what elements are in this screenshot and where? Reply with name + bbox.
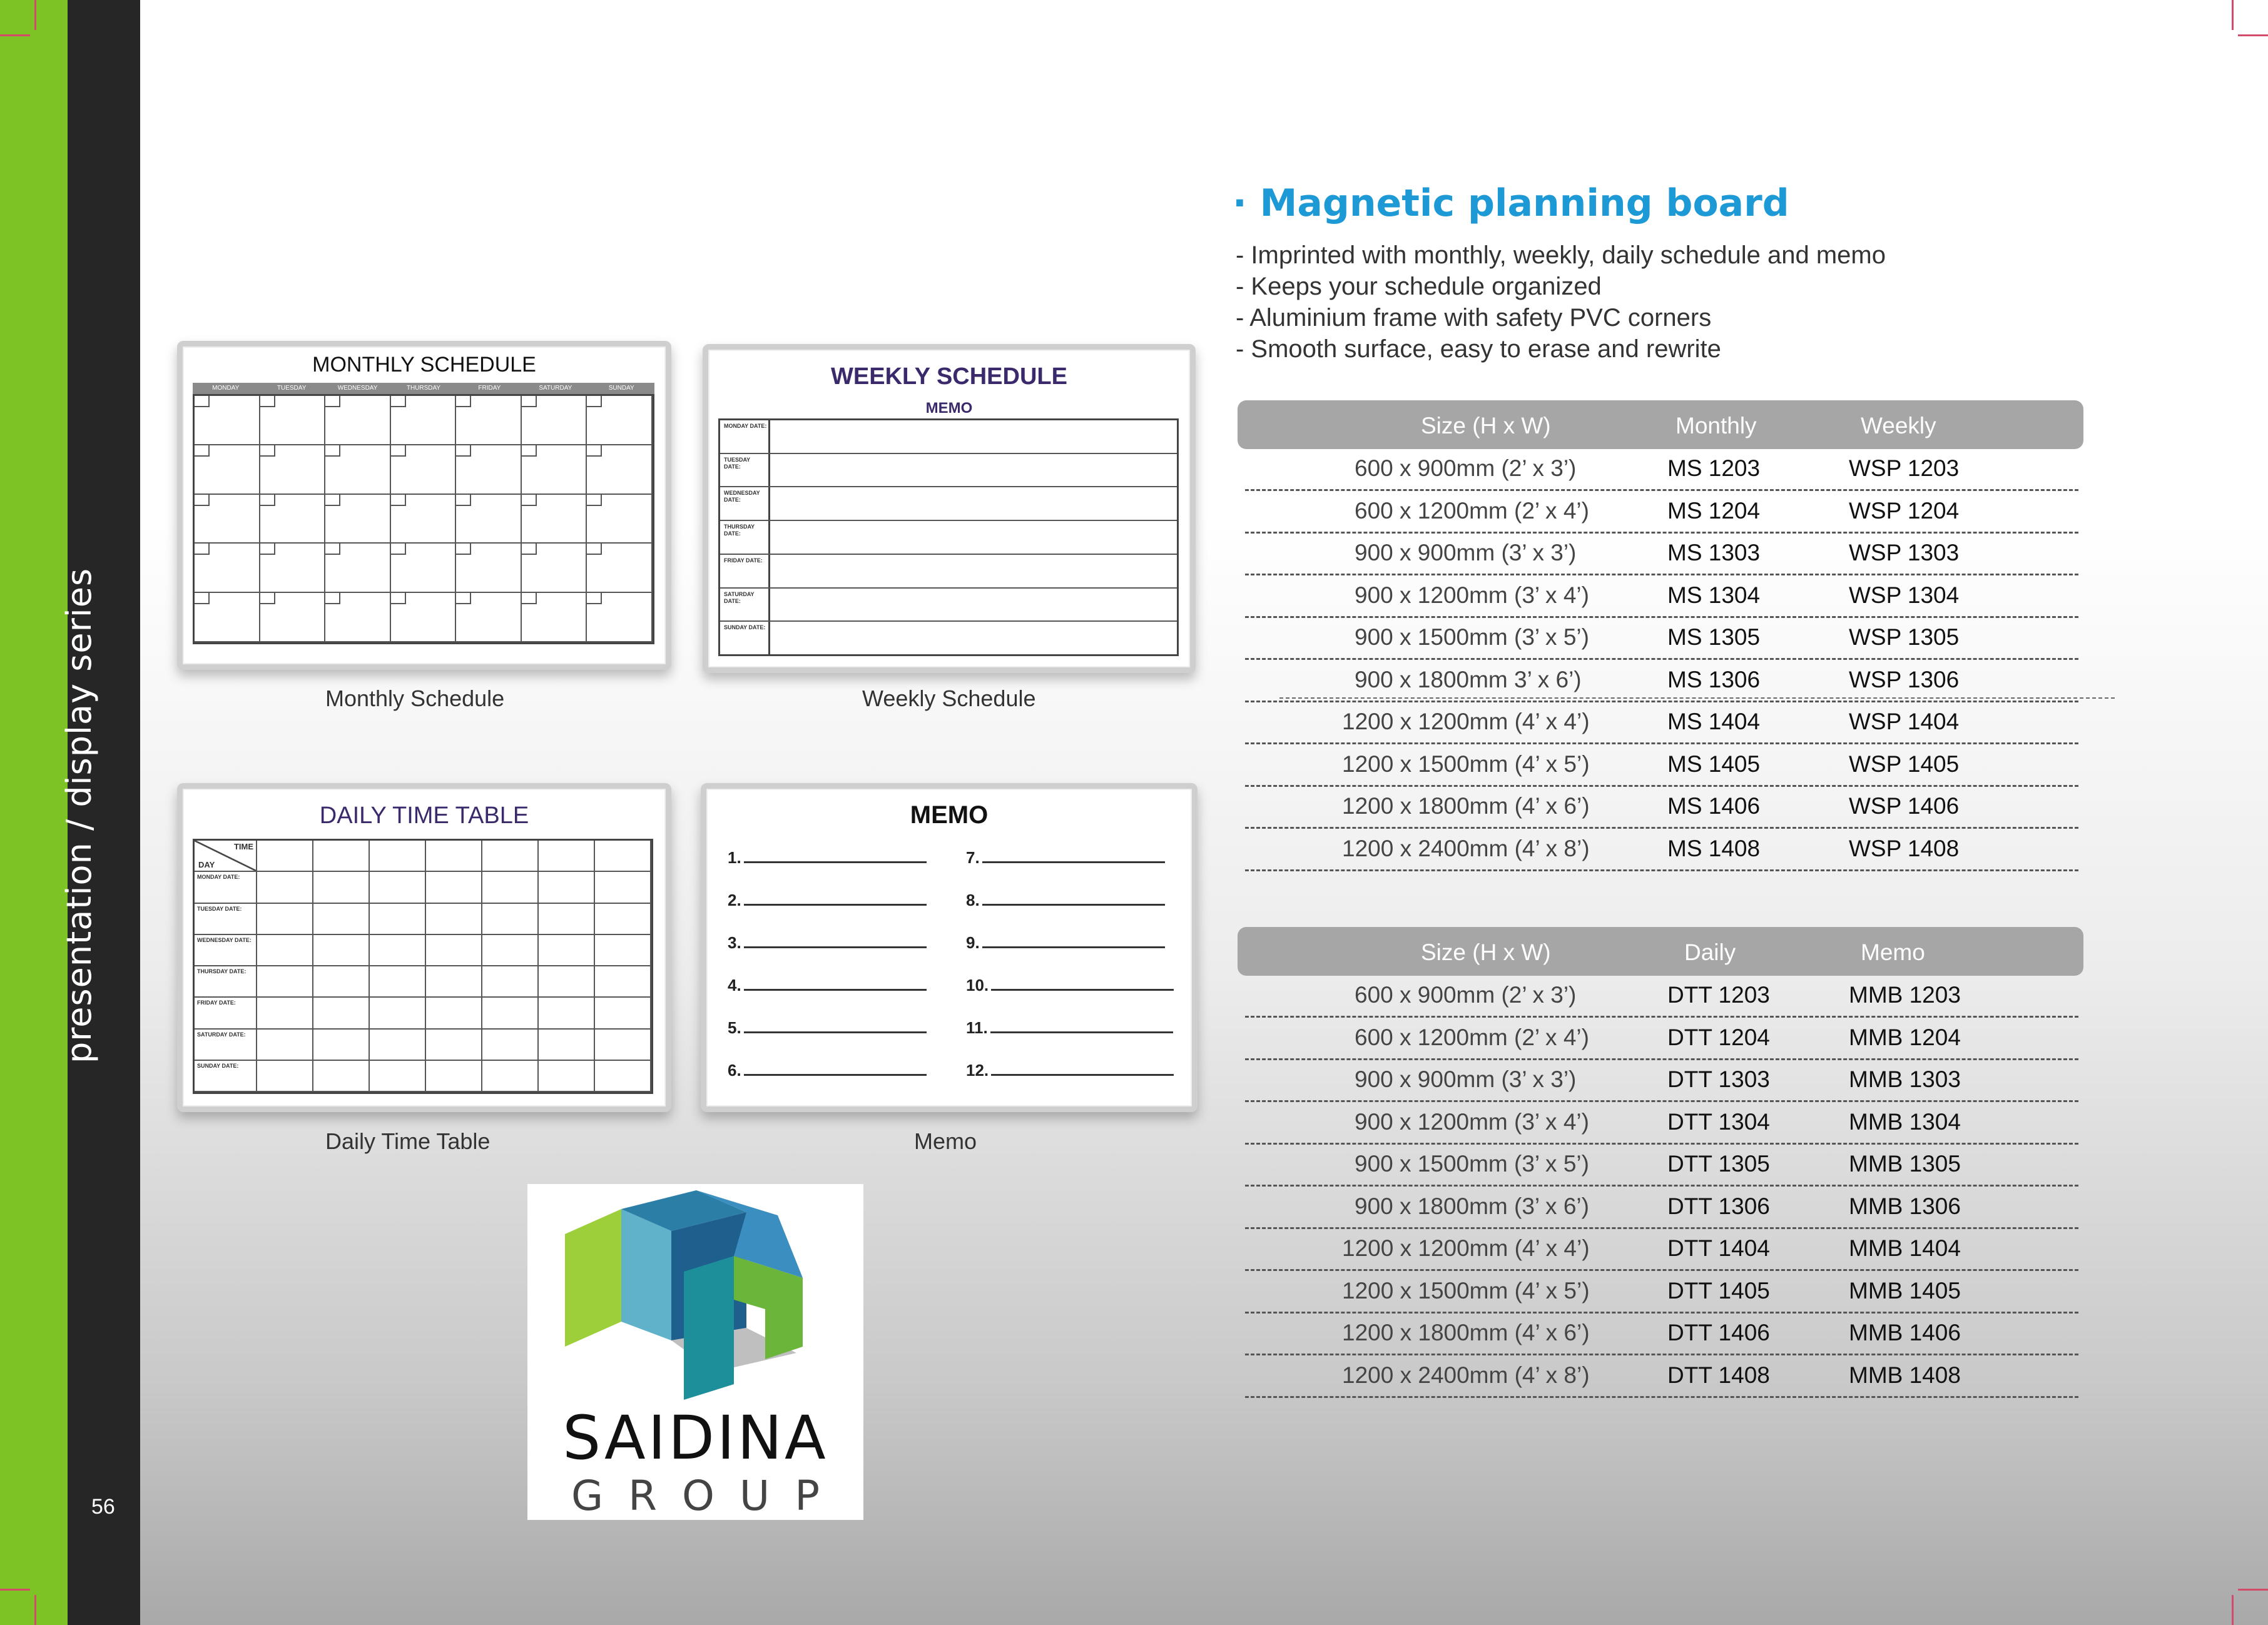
board-subtitle: MEMO: [925, 400, 973, 417]
product-title: · Magnetic planning board: [1233, 181, 1789, 225]
code-cell: MS 1406: [1667, 793, 1761, 819]
size-cell: 600 x 1200mm (2’ x 4’): [1355, 1024, 1589, 1050]
table-row: [1245, 1355, 2078, 1398]
time-slot-cell: [482, 998, 539, 1029]
table-row: [1245, 1017, 2078, 1060]
time-slot-cell: [539, 1061, 595, 1092]
crop-mark: [2232, 0, 2234, 30]
time-slot-cell: [539, 904, 595, 935]
board-title: MONTHLY SCHEDULE: [312, 353, 536, 377]
crop-mark: [34, 1595, 36, 1625]
table-row: [1245, 1059, 2078, 1102]
code-cell: DTT 1305: [1667, 1151, 1770, 1177]
calendar-cell: [325, 495, 391, 544]
size-cell: 900 x 1500mm (3’ x 5’): [1355, 1151, 1589, 1177]
calendar-cell: [260, 445, 326, 495]
time-slot-cell: [370, 935, 426, 966]
code-cell: WSP 1408: [1849, 835, 1960, 861]
code-cell: DTT 1304: [1667, 1108, 1770, 1135]
size-cell: 1200 x 1500mm (4’ x 5’): [1342, 1277, 1590, 1304]
calendar-cell: [260, 544, 326, 593]
table-row: [1245, 786, 2078, 829]
table-row: [1245, 1186, 2078, 1229]
memo-underline: [991, 1061, 1174, 1076]
code-cell: WSP 1406: [1849, 793, 1960, 819]
code-cell: MMB 1203: [1849, 982, 1961, 1008]
size-cell: 1200 x 1800mm (4’ x 6’): [1342, 793, 1590, 819]
feature-list: [1236, 240, 1886, 365]
time-slot-cell: [595, 1061, 651, 1092]
calendar-cell: [325, 396, 391, 445]
time-slot-cell: [313, 1030, 370, 1061]
size-cell: 1200 x 2400mm (4’ x 8’): [1342, 835, 1590, 861]
calendar-cell: [260, 593, 326, 642]
crop-mark: [0, 34, 30, 36]
table-row: [1245, 974, 2078, 1018]
code-cell: MS 1203: [1667, 455, 1761, 481]
calendar-cell: [587, 396, 653, 445]
code-cell: MMB 1204: [1849, 1024, 1961, 1050]
weekly-schedule-board: [703, 344, 1196, 673]
size-cell: 900 x 1800mm (3’ x 6’): [1355, 1193, 1589, 1219]
size-cell: 1200 x 1500mm (4’ x 5’): [1342, 751, 1590, 777]
calendar-cell: [587, 495, 653, 544]
time-slot-cell: [482, 1061, 539, 1092]
calendar-cell: [195, 495, 260, 544]
memo-underline: [744, 976, 927, 991]
table-row: [1245, 659, 2078, 702]
memo-underline: [982, 934, 1165, 948]
time-slot-cell: [482, 1030, 539, 1061]
day-label: SATURDAY DATE:: [720, 589, 770, 621]
size-cell: 900 x 1500mm (3’ x 5’): [1355, 624, 1589, 650]
time-slot-cell: [313, 998, 370, 1029]
time-slot-cell: [426, 1061, 482, 1092]
table-row: [1245, 490, 2078, 534]
calendar-cell: [522, 495, 587, 544]
weekly-row: [720, 622, 1177, 654]
table-row: [1245, 1101, 2078, 1145]
time-slot-header: [539, 841, 595, 872]
divider: [1279, 697, 2115, 699]
memo-number: 11.: [966, 1018, 988, 1037]
code-cell: MMB 1304: [1849, 1108, 1961, 1135]
weekday-label: MONDAY: [212, 385, 240, 392]
time-slot-cell: [313, 904, 370, 935]
weekday-header: [193, 383, 654, 394]
day-label: DAY: [198, 860, 215, 870]
memo-line: [966, 933, 1165, 953]
time-slot-cell: [257, 904, 313, 935]
calendar-cell: [260, 495, 326, 544]
time-slot-cell: [482, 904, 539, 935]
day-label: WEDNESDAY DATE:: [195, 935, 257, 966]
calendar-cell: [391, 593, 457, 642]
time-slot-cell: [482, 872, 539, 903]
time-slot-cell: [426, 966, 482, 998]
table-row: [1245, 1143, 2078, 1187]
weekday-label: SUNDAY: [608, 385, 634, 392]
time-slot-header: [257, 841, 313, 872]
code-cell: WSP 1303: [1849, 540, 1960, 565]
weekly-row: [720, 521, 1177, 555]
time-slot-cell: [426, 1030, 482, 1061]
calendar-cell: [260, 396, 326, 445]
time-slot-cell: [539, 872, 595, 903]
memo-underline: [744, 891, 927, 906]
table-row: [1245, 701, 2078, 744]
weekly-row: [720, 589, 1177, 622]
saidina-group-logo: [527, 1184, 863, 1520]
calendar-cell: [195, 544, 260, 593]
calendar-cell: [456, 396, 522, 445]
code-cell: MS 1204: [1667, 497, 1761, 524]
logo-subtitle: GROUP: [571, 1472, 845, 1520]
calendar-cell: [195, 396, 260, 445]
weekly-row: [720, 487, 1177, 521]
memo-number: 7.: [966, 848, 980, 867]
code-cell: DTT 1404: [1667, 1235, 1770, 1261]
memo-line: [966, 1018, 1173, 1038]
code-cell: WSP 1404: [1849, 709, 1960, 734]
code-cell: WSP 1203: [1849, 455, 1960, 481]
day-label: FRIDAY DATE:: [720, 555, 770, 587]
memo-caption: Memo: [914, 1128, 977, 1154]
weekday-label: TUESDAY: [277, 385, 307, 392]
table1-header: [1238, 400, 2083, 449]
time-slot-cell: [595, 935, 651, 966]
time-slot-header: [482, 841, 539, 872]
table-row: [1245, 1312, 2078, 1355]
green-side-bar: [0, 0, 68, 1625]
calendar-cell: [587, 445, 653, 495]
code-cell: MS 1305: [1667, 624, 1761, 650]
time-slot-cell: [313, 1061, 370, 1092]
feature-item: - Imprinted with monthly, weekly, daily schedule and memo: [1236, 241, 1886, 269]
size-cell: 900 x 900mm (3’ x 3’): [1355, 540, 1577, 565]
code-cell: DTT 1204: [1667, 1024, 1770, 1050]
calendar-cell: [522, 544, 587, 593]
code-cell: MMB 1303: [1849, 1066, 1961, 1092]
time-slot-cell: [257, 966, 313, 998]
time-slot-cell: [595, 1030, 651, 1061]
code-cell: WSP 1204: [1849, 497, 1960, 524]
code-cell: MMB 1306: [1849, 1193, 1961, 1219]
table2-header: [1238, 927, 2083, 976]
code-cell: MS 1408: [1667, 835, 1761, 861]
day-label: FRIDAY DATE:: [195, 998, 257, 1029]
code-cell: MS 1405: [1667, 751, 1761, 777]
memo-underline: [990, 1019, 1173, 1033]
time-slot-header: [595, 841, 651, 872]
table-row: [1245, 617, 2078, 660]
time-slot-header: [313, 841, 370, 872]
memo-number: 8.: [966, 891, 980, 909]
code-cell: MMB 1404: [1849, 1235, 1961, 1261]
size-cell: 1200 x 1200mm (4’ x 4’): [1342, 1235, 1590, 1261]
crop-mark: [2232, 1595, 2234, 1625]
memo-line: [966, 976, 1174, 995]
memo-underline: [982, 849, 1165, 863]
weekly-row: [720, 555, 1177, 589]
time-slot-cell: [539, 966, 595, 998]
calendar-cell: [522, 593, 587, 642]
day-label: THURSDAY DATE:: [195, 966, 257, 998]
logo-wordmark: SAIDINA: [562, 1403, 828, 1473]
time-slot-cell: [370, 872, 426, 903]
time-slot-cell: [426, 998, 482, 1029]
time-slot-cell: [539, 998, 595, 1029]
size-cell: 600 x 900mm (2’ x 3’): [1355, 455, 1577, 481]
memo-line: [728, 976, 927, 995]
size-cell: 1200 x 2400mm (4’ x 8’): [1342, 1362, 1590, 1388]
calendar-cell: [325, 445, 391, 495]
section-title-vertical: presentation / display series: [59, 567, 99, 1063]
size-cell: 900 x 900mm (3’ x 3’): [1355, 1066, 1577, 1092]
code-cell: MS 1303: [1667, 540, 1761, 565]
day-label: MONDAY DATE:: [720, 420, 770, 453]
code-cell: WSP 1305: [1849, 624, 1960, 650]
calendar-cell: [587, 593, 653, 642]
time-slot-cell: [313, 966, 370, 998]
time-slot-cell: [313, 872, 370, 903]
table-row: [1245, 575, 2078, 618]
calendar-cell: [195, 445, 260, 495]
weekday-label: FRIDAY: [478, 385, 501, 392]
code-cell: MMB 1406: [1849, 1320, 1961, 1345]
time-slot-cell: [313, 935, 370, 966]
code-cell: WSP 1304: [1849, 582, 1960, 608]
day-label: TUESDAY DATE:: [195, 904, 257, 935]
day-label: MONDAY DATE:: [195, 872, 257, 903]
time-slot-cell: [257, 1030, 313, 1061]
weekly-caption: Weekly Schedule: [862, 686, 1036, 711]
daily-caption: Daily Time Table: [325, 1128, 491, 1154]
table-row: [1245, 448, 2078, 491]
time-slot-header: [370, 841, 426, 872]
time-slot-cell: [426, 935, 482, 966]
monthly-grid: [193, 394, 654, 644]
time-slot-cell: [595, 872, 651, 903]
code-cell: MS 1306: [1667, 666, 1761, 692]
grid-corner: [195, 841, 257, 872]
day-label: SUNDAY DATE:: [195, 1061, 257, 1092]
memo-number: 2.: [728, 891, 741, 909]
code-cell: DTT 1203: [1667, 982, 1770, 1008]
memo-number: 9.: [966, 933, 980, 952]
time-slot-cell: [257, 998, 313, 1029]
calendar-cell: [522, 445, 587, 495]
day-label: SUNDAY DATE:: [720, 622, 770, 654]
column-header-size: Size (H x W): [1421, 413, 1551, 438]
size-cell: 600 x 1200mm (2’ x 4’): [1355, 497, 1589, 524]
daily-grid: [193, 839, 653, 1094]
crop-mark: [2238, 34, 2268, 36]
time-slot-cell: [595, 998, 651, 1029]
logo-cube-icon: [527, 1184, 863, 1409]
page-number: 56: [91, 1495, 115, 1519]
weekday-label: THURSDAY: [406, 385, 441, 392]
code-cell: DTT 1306: [1667, 1193, 1770, 1219]
time-slot-cell: [370, 1030, 426, 1061]
column-header-size: Size (H x W): [1421, 939, 1551, 965]
calendar-cell: [456, 544, 522, 593]
time-slot-cell: [595, 966, 651, 998]
memo-underline: [744, 849, 927, 863]
calendar-cell: [456, 495, 522, 544]
monthly-caption: Monthly Schedule: [325, 686, 505, 711]
calendar-cell: [195, 593, 260, 642]
table-row: [1245, 1270, 2078, 1314]
column-header-daily: Daily: [1684, 939, 1736, 965]
code-cell: MMB 1405: [1849, 1277, 1961, 1304]
time-label: TIME: [233, 842, 253, 851]
calendar-cell: [587, 544, 653, 593]
code-cell: WSP 1405: [1849, 751, 1960, 777]
monthly-schedule-board: [177, 341, 671, 670]
table-row: [1245, 828, 2078, 871]
crop-mark: [0, 1589, 30, 1591]
board-title: DAILY TIME TABLE: [319, 802, 529, 829]
weekly-row: [720, 420, 1177, 454]
time-slot-cell: [539, 1030, 595, 1061]
weekly-row: [720, 454, 1177, 488]
crop-mark: [34, 0, 36, 30]
weekday-label: SATURDAY: [539, 385, 572, 392]
memo-line: [966, 1061, 1174, 1080]
calendar-cell: [456, 445, 522, 495]
size-cell: 600 x 900mm (2’ x 3’): [1355, 982, 1577, 1008]
day-label: TUESDAY DATE:: [720, 454, 770, 487]
time-slot-cell: [370, 904, 426, 935]
calendar-cell: [391, 445, 457, 495]
code-cell: MMB 1305: [1849, 1151, 1961, 1177]
time-slot-cell: [426, 904, 482, 935]
size-cell: 1200 x 1200mm (4’ x 4’): [1342, 709, 1590, 734]
day-label: THURSDAY DATE:: [720, 521, 770, 554]
table-row: [1245, 744, 2078, 787]
table-row: [1245, 1228, 2078, 1271]
memo-line: [728, 1018, 927, 1038]
memo-underline: [744, 1061, 927, 1076]
time-slot-cell: [257, 872, 313, 903]
time-slot-header: [426, 841, 482, 872]
calendar-cell: [325, 593, 391, 642]
size-cell: 900 x 1800mm 3’ x 6’): [1355, 666, 1582, 692]
code-cell: DTT 1405: [1667, 1277, 1770, 1304]
code-cell: DTT 1303: [1667, 1066, 1770, 1092]
feature-item: - Smooth surface, easy to erase and rewrite: [1236, 335, 1721, 363]
memo-underline: [991, 976, 1174, 991]
time-slot-cell: [257, 935, 313, 966]
time-slot-cell: [595, 904, 651, 935]
memo-line: [966, 891, 1165, 910]
calendar-cell: [391, 495, 457, 544]
memo-board: [701, 783, 1198, 1112]
feature-item: - Aluminium frame with safety PVC corners: [1236, 304, 1712, 332]
memo-number: 12.: [966, 1061, 989, 1080]
time-slot-cell: [539, 935, 595, 966]
memo-line: [728, 1061, 927, 1080]
code-cell: DTT 1408: [1667, 1362, 1770, 1388]
size-cell: 900 x 1200mm (3’ x 4’): [1355, 1108, 1589, 1135]
code-cell: WSP 1306: [1849, 666, 1960, 692]
board-title: WEEKLY SCHEDULE: [831, 363, 1067, 390]
calendar-cell: [325, 544, 391, 593]
table-row: [1245, 532, 2078, 575]
memo-number: 4.: [728, 976, 741, 995]
calendar-cell: [391, 396, 457, 445]
board-title: MEMO: [910, 801, 989, 829]
time-slot-cell: [426, 872, 482, 903]
time-slot-cell: [482, 935, 539, 966]
size-cell: 1200 x 1800mm (4’ x 6’): [1342, 1320, 1590, 1345]
column-header-monthly: Monthly: [1676, 413, 1757, 438]
day-label: SATURDAY DATE:: [195, 1030, 257, 1061]
time-slot-cell: [482, 966, 539, 998]
memo-number: 10.: [966, 976, 989, 995]
daily-time-table-board: [177, 783, 671, 1112]
time-slot-cell: [370, 1061, 426, 1092]
memo-line: [728, 848, 927, 868]
memo-number: 6.: [728, 1061, 741, 1080]
memo-underline: [744, 1019, 927, 1033]
code-cell: MMB 1408: [1849, 1362, 1961, 1388]
day-label: WEDNESDAY DATE:: [720, 487, 770, 520]
weekday-label: WEDNESDAY: [337, 385, 378, 392]
time-slot-cell: [370, 966, 426, 998]
memo-number: 5.: [728, 1018, 741, 1037]
memo-underline: [982, 891, 1165, 906]
feature-item: - Keeps your schedule organized: [1236, 273, 1602, 300]
memo-line: [966, 848, 1165, 868]
calendar-cell: [522, 396, 587, 445]
code-cell: DTT 1406: [1667, 1320, 1770, 1345]
crop-mark: [2238, 1589, 2268, 1591]
code-cell: MS 1404: [1667, 709, 1761, 734]
memo-number: 1.: [728, 848, 741, 867]
size-cell: 900 x 1200mm (3’ x 4’): [1355, 582, 1589, 608]
memo-number: 3.: [728, 933, 741, 952]
column-header-memo: Memo: [1861, 939, 1925, 965]
weekly-rows: [718, 418, 1179, 656]
memo-line: [728, 933, 927, 953]
memo-underline: [744, 934, 927, 948]
code-cell: MS 1304: [1667, 582, 1761, 608]
column-header-weekly: Weekly: [1861, 413, 1936, 438]
calendar-cell: [456, 593, 522, 642]
calendar-cell: [391, 544, 457, 593]
time-slot-cell: [257, 1061, 313, 1092]
time-slot-cell: [370, 998, 426, 1029]
memo-line: [728, 891, 927, 910]
